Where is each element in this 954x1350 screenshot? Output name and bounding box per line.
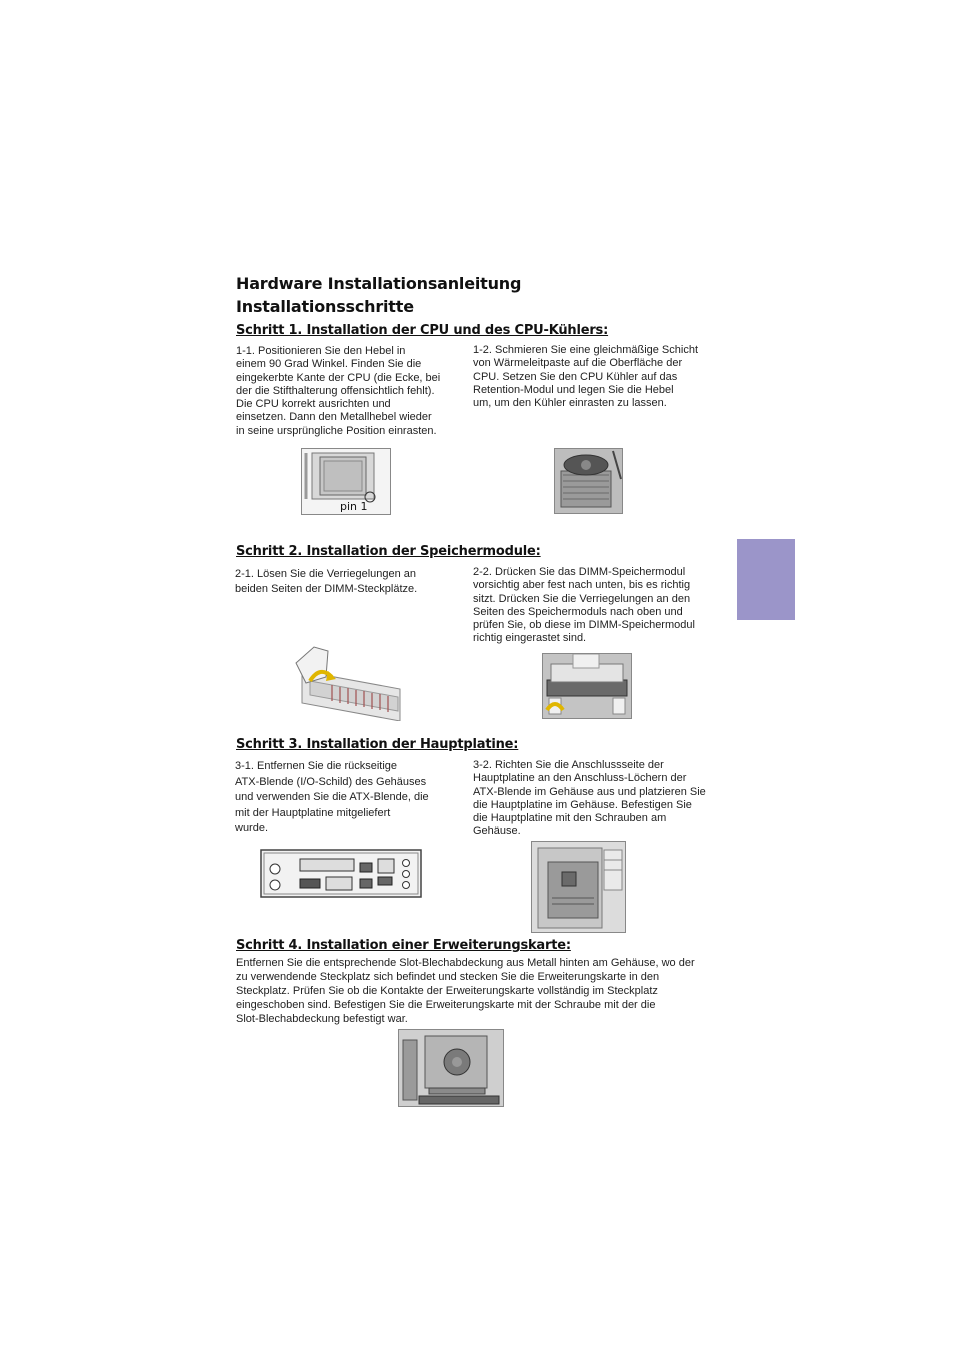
case-mainboard-figure — [531, 841, 626, 933]
step4-text — [236, 956, 695, 1026]
io-shield-drawing — [260, 849, 422, 898]
dimm-insert-figure — [542, 653, 632, 719]
text-line: CPU. Setzen Sie den CPU Kühler auf das — [473, 370, 678, 383]
text-line: 3-1. Entfernen Sie die rückseitige — [235, 760, 398, 772]
section-tab-marker — [737, 539, 795, 620]
text-line: wurde. — [235, 822, 269, 834]
step2-heading: Schritt 2. Installation der Speichermodule: — [236, 544, 541, 559]
cpu-cooler-drawing — [555, 449, 622, 513]
text-line: um, um den Kühler einrasten zu lassen. — [473, 397, 667, 410]
expansion-card-figure — [398, 1029, 504, 1107]
text-line: eingekerbte Kante der CPU (die Ecke, bei — [236, 371, 441, 384]
text-line: die Hauptplatine mit den Schrauben am — [473, 812, 667, 825]
text-line: einem 90 Grad Winkel. Finden Sie die — [236, 358, 422, 371]
step2-right-text — [473, 566, 695, 646]
step3-left-text — [235, 759, 429, 837]
step1-left-text — [236, 345, 440, 438]
text-line: Die CPU korrekt ausrichten und — [236, 398, 391, 411]
step2-left-text — [235, 567, 417, 597]
cpu-socket-figure — [301, 448, 391, 515]
text-line: die Hauptplatine im Gehäuse. Befestigen Sie — [473, 798, 692, 811]
text-line: Gehäuse. — [473, 825, 521, 838]
io-shield-figure — [260, 849, 422, 898]
text-line: ATX-Blende im Gehäuse aus und platzieren Sie — [473, 785, 706, 798]
expansion-card-drawing — [399, 1030, 503, 1106]
text-line: 2-1. Lösen Sie die Verriegelungen an — [235, 568, 417, 580]
document-subtitle: Installationsschritte — [236, 297, 414, 316]
dimm-latch-drawing — [292, 641, 402, 721]
text-line: beiden Seiten der DIMM-Steckplätze. — [235, 583, 418, 595]
text-line: von Wärmeleitpaste auf die Oberfläche der — [473, 357, 683, 370]
text-line: Slot-Blechabdeckung befestigt war. — [236, 1013, 408, 1025]
dimm-insert-drawing — [543, 654, 631, 718]
text-line: 1-2. Schmieren Sie eine gleichmäßige Schicht — [473, 344, 699, 356]
step1-heading: Schritt 1. Installation der CPU und des CPU-Kühlers: — [236, 323, 609, 338]
text-line: prüfen Sie, ob diese im DIMM-Speichermodul — [473, 619, 695, 632]
text-line: 3-2. Richten Sie die Anschlussseite der — [473, 759, 664, 771]
step3-heading: Schritt 3. Installation der Hauptplatine: — [236, 737, 519, 752]
text-line: Hauptplatine an den Anschluss-Löchern der — [473, 772, 687, 785]
text-line: in seine ursprüngliche Position einrasten. — [236, 424, 437, 437]
text-line: vorsichtig aber fest nach unten, bis es richtig — [473, 579, 691, 592]
document-title: Hardware Installationsanleitung — [236, 274, 522, 293]
text-line: Retention-Modul und legen Sie die Hebel — [473, 383, 674, 396]
text-line: der die Stifthalterung offensichtlich fehlt). — [236, 384, 435, 397]
text-line: zu verwendende Steckplatz sich befindet und stecken Sie die Erweiterungskarte in den — [236, 971, 660, 983]
case-mainboard-drawing — [532, 842, 625, 932]
pin1-label: pin 1 — [340, 500, 368, 513]
text-line: 1-1. Positionieren Sie den Hebel in — [236, 345, 406, 357]
text-line: Entfernen Sie die entsprechende Slot-Blechabdeckung aus Metall hinten am Gehäuse, wo der — [236, 957, 695, 969]
text-line: Seiten des Speichermoduls nach oben und — [473, 605, 683, 618]
text-line: Steckplatz. Prüfen Sie ob die Kontakte der Erweiterungskarte vollständig im Steckplatz — [236, 985, 658, 997]
cpu-cooler-figure — [554, 448, 623, 514]
dimm-latch-figure — [292, 641, 402, 721]
text-line: einsetzen. Dann den Metallhebel wieder — [236, 411, 432, 424]
step4-heading: Schritt 4. Installation einer Erweiterungskarte: — [236, 938, 571, 953]
text-line: und verwenden Sie die ATX-Blende, die — [235, 791, 429, 803]
text-line: mit der Hauptplatine mitgeliefert — [235, 806, 391, 819]
text-line: sitzt. Drücken Sie die Verriegelungen an den — [473, 592, 691, 605]
text-line: ATX-Blende (I/O-Schild) des Gehäuses — [235, 775, 427, 788]
step3-right-text — [473, 759, 706, 839]
text-line: 2-2. Drücken Sie das DIMM-Speichermodul — [473, 566, 686, 578]
text-line: richtig eingerastet sind. — [473, 632, 587, 645]
text-line: eingeschoben sind. Befestigen Sie die Erweiterungskarte mit der Schraube mit der die — [236, 999, 656, 1011]
step1-right-text — [473, 344, 698, 410]
